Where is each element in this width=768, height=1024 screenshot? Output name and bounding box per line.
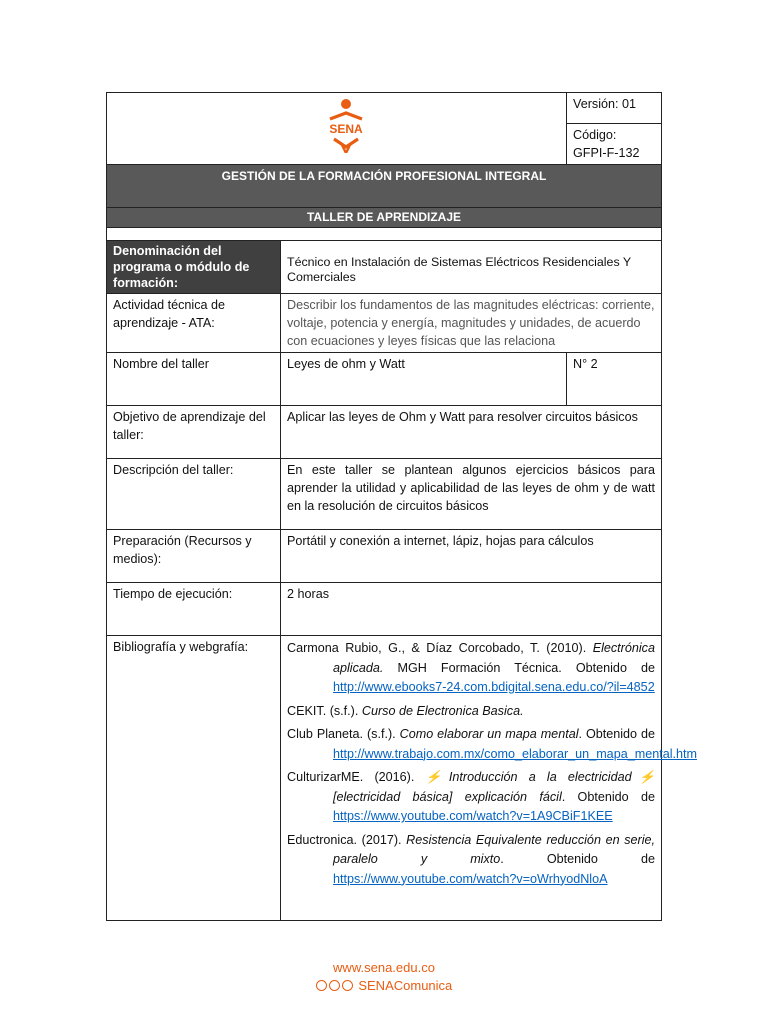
logo-cell bbox=[107, 93, 567, 165]
bib-entry-4: CulturizarME. (2016). ⚡Introducción a la electricidad⚡ [electricidad básica] explicación fácil. Obtenido de https://www.youtube.com/watch?v=1A9CBiF1KEE bbox=[287, 770, 655, 823]
bib-link-1[interactable]: http://www.ebooks7-24.com.bdigital.sena.edu.co/?il=4852 bbox=[333, 680, 655, 694]
social-handle: SENAComunica bbox=[358, 978, 453, 993]
bibliografia-label: Bibliografía y webgrafía: bbox=[107, 636, 281, 921]
facebook-icon bbox=[329, 980, 340, 991]
bib-entry-2: CEKIT. (s.f.). Curso de Electronica Basica. bbox=[287, 703, 524, 718]
twitter-icon bbox=[342, 980, 353, 991]
actividad-value: Describir los fundamentos de las magnitudes eléctricas: corriente, voltaje, potencia y energía, magnitudes y unidades, de acuerdo con ecuaciones y leyes físicas que las relaciona bbox=[281, 294, 662, 353]
descripcion-value: En este taller se plantean algunos ejercicios básicos para aprender la utilidad y aplicabilidad de las leyes de ohm y de watt en la resolución de circuitos básicos bbox=[281, 459, 662, 530]
training-form bbox=[106, 92, 697, 921]
actividad-label: Actividad técnica de aprendizaje - ATA: bbox=[107, 294, 281, 353]
bib-link-5[interactable]: https://www.youtube.com/watch?v=oWrhyodNloA bbox=[333, 871, 608, 886]
objetivo-value: Aplicar las leyes de Ohm y Watt para resolver circuitos básicos bbox=[281, 406, 662, 459]
bib-link-4[interactable]: https://www.youtube.com/watch?v=1A9CBiF1KEE bbox=[333, 809, 613, 823]
preparacion-value: Portátil y conexión a internet, lápiz, hojas para cálculos bbox=[281, 530, 662, 583]
spacer-row bbox=[107, 228, 662, 241]
form-table bbox=[106, 92, 697, 921]
tiempo-label: Tiempo de ejecución: bbox=[107, 583, 281, 636]
bib-link-3[interactable]: http://www.trabajo.com.mx/como_elaborar_un_mapa_mental.htm bbox=[333, 746, 697, 761]
code-cell bbox=[567, 124, 662, 165]
tiempo-value: 2 horas bbox=[281, 583, 662, 636]
sena-logo-icon bbox=[318, 97, 374, 153]
version-cell bbox=[567, 93, 662, 124]
programa-label: Denominación del programa o módulo de formación: bbox=[107, 241, 281, 294]
bib-entry-1: Carmona Rubio, G., & Díaz Corcobado, T. (2010). Electrónica aplicada. MGH Formación Técnica. Obtenido de http://www.ebooks7-24.com.bdigital.sena.edu.co/?il=4852 bbox=[287, 641, 655, 694]
bib-entry-3: Club Planeta. (s.f.). Como elaborar un mapa mental. Obtenido de http://www.trabajo.com.mx/como_elaborar_un_mapa_mental.htm bbox=[287, 727, 697, 761]
numero-value: N° 2 bbox=[567, 353, 662, 406]
form-title: GESTIÓN DE LA FORMACIÓN PROFESIONAL INTEGRAL bbox=[107, 165, 662, 208]
bibliografia-list bbox=[281, 636, 697, 921]
nombre-value: Leyes de ohm y Watt bbox=[281, 353, 567, 406]
code-value: GFPI-F-132 bbox=[573, 146, 640, 160]
objetivo-label: Objetivo de aprendizaje del taller: bbox=[107, 406, 281, 459]
instagram-icon bbox=[316, 980, 327, 991]
version-text: Versión: 01 bbox=[573, 97, 637, 111]
preparacion-label: Preparación (Recursos y medios): bbox=[107, 530, 281, 583]
code-label: Código: bbox=[573, 128, 617, 142]
footer-website[interactable]: www.sena.edu.co bbox=[333, 960, 435, 975]
nombre-label: Nombre del taller bbox=[107, 353, 281, 406]
bib-entry-5: Eductronica. (2017). Resistencia Equivalente reducción en serie, paralelo y mixto. Obtenido de https://www.youtube.com/watch?v=oWrhyodNloA bbox=[287, 832, 655, 886]
logo-text: SENA bbox=[329, 122, 363, 136]
form-subtitle: TALLER DE APRENDIZAJE bbox=[107, 208, 662, 228]
footer-social[interactable] bbox=[0, 978, 768, 993]
descripcion-label: Descripción del taller: bbox=[107, 459, 281, 530]
programa-value: Técnico en Instalación de Sistemas Eléctricos Residenciales Y Comerciales bbox=[281, 241, 662, 294]
